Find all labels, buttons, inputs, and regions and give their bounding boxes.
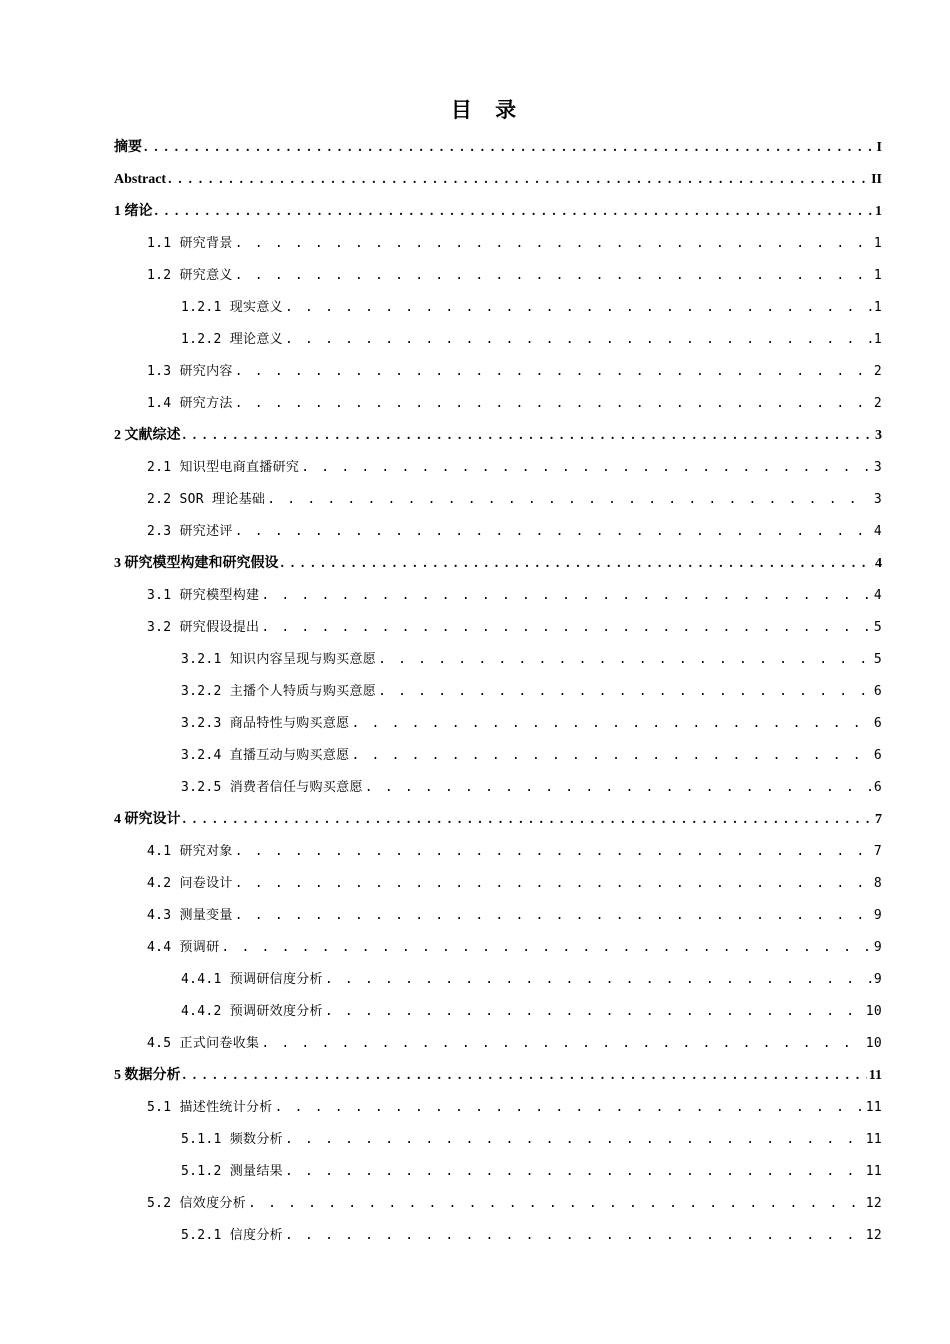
toc-dot-leader (235, 524, 872, 540)
toc-dot-leader (235, 876, 872, 892)
toc-entry[interactable] (147, 252, 882, 284)
toc-page-number: II (871, 172, 882, 187)
toc-dot-leader (235, 268, 872, 284)
toc-entry[interactable] (114, 1052, 882, 1084)
toc-dot-leader (155, 204, 874, 220)
toc-page-number: 9 (873, 940, 882, 955)
toc-dot-leader (168, 172, 869, 188)
toc-dot-leader (183, 1068, 867, 1084)
toc-entry-label: 1.1 研究背景 (147, 236, 233, 251)
toc-entry-label: 5.1 描述性统计分析 (147, 1100, 273, 1115)
toc-dot-leader (351, 716, 871, 732)
toc-entry[interactable] (147, 1180, 882, 1212)
toc-entry-label: 1.2 研究意义 (147, 268, 233, 283)
toc-entry-label: 3.2.3 商品特性与购买意愿 (181, 716, 350, 731)
toc-entry-label: 5.2.1 信度分析 (181, 1228, 283, 1243)
toc-entry-label: 1 绪论 (114, 204, 153, 219)
toc-dot-leader (235, 844, 872, 860)
toc-page-number: 8 (873, 876, 882, 891)
toc-entry-label: 4 研究设计 (114, 812, 181, 827)
toc-dot-leader (325, 1004, 864, 1020)
toc-entry-label: 5.2 信效度分析 (147, 1196, 247, 1211)
toc-page-number: 10 (865, 1036, 882, 1051)
toc-entry-label: 2.1 知识型电商直播研究 (147, 460, 300, 475)
toc-entry[interactable] (147, 924, 882, 956)
toc-entry-label: 5 数据分析 (114, 1068, 181, 1083)
toc-entry[interactable] (147, 1084, 882, 1116)
toc-page-number: 2 (873, 364, 882, 379)
toc-dot-leader (378, 652, 872, 668)
toc-entry[interactable] (181, 988, 882, 1020)
toc-entry[interactable] (181, 956, 882, 988)
toc-entry-label: 3.1 研究模型构建 (147, 588, 260, 603)
toc-entry-label: 摘要 (114, 140, 142, 155)
toc-page-number: 9 (873, 972, 882, 987)
toc-dot-leader (221, 940, 871, 956)
toc-page-number: I (876, 140, 882, 155)
toc-page-number: 11 (865, 1132, 882, 1147)
toc-page-number: 9 (873, 908, 882, 923)
page-title: 目 录 (450, 98, 525, 122)
toc-dot-leader (183, 812, 874, 828)
toc-page-number: 3 (873, 460, 882, 475)
toc-entry[interactable] (147, 892, 882, 924)
toc-page-number: 7 (873, 844, 882, 859)
toc-page-number: 3 (873, 492, 882, 507)
toc-entry-label: 4.4.2 预调研效度分析 (181, 1004, 323, 1019)
toc-entry[interactable] (181, 1212, 882, 1244)
toc-entry[interactable] (147, 572, 882, 604)
toc-dot-leader (325, 972, 872, 988)
toc-page-number: 6 (873, 684, 882, 699)
toc-page-number: 6 (873, 716, 882, 731)
toc-entry[interactable] (114, 188, 882, 220)
toc-page-number: 5 (873, 620, 882, 635)
toc-dot-leader (261, 1036, 863, 1052)
toc-entry[interactable] (147, 604, 882, 636)
toc-dot-leader (285, 1132, 864, 1148)
toc-page-number: 7 (875, 812, 882, 827)
toc-entry[interactable] (114, 412, 882, 444)
toc-dot-leader (267, 492, 872, 508)
toc-entry[interactable] (114, 540, 882, 572)
toc-page-number: 1 (873, 236, 882, 251)
toc-entry-label: 3.2 研究假设提出 (147, 620, 260, 635)
toc-entry[interactable] (147, 220, 882, 252)
toc-entry-label: 1.3 研究内容 (147, 364, 233, 379)
toc-entry-label: 4.3 测量变量 (147, 908, 233, 923)
toc-dot-leader (285, 300, 872, 316)
toc-dot-leader (351, 748, 871, 764)
toc-dot-leader (285, 332, 872, 348)
toc-entry[interactable] (181, 1148, 882, 1180)
toc-entry[interactable] (181, 316, 882, 348)
toc-page-number: 2 (873, 396, 882, 411)
toc-dot-leader (261, 588, 872, 604)
toc-page-number: 4 (873, 524, 882, 539)
toc-page-number: 4 (873, 588, 882, 603)
toc-entry-label: 1.2.2 理论意义 (181, 332, 283, 347)
toc-entry-label: 3 研究模型构建和研究假设 (114, 556, 279, 571)
toc-page-number: 1 (873, 300, 882, 315)
toc-dot-leader (183, 428, 874, 444)
toc-entry[interactable] (114, 156, 882, 188)
toc-entry-label: 2 文献综述 (114, 428, 181, 443)
toc-entry-label: 5.1.2 测量结果 (181, 1164, 283, 1179)
toc-entry[interactable] (114, 124, 882, 156)
toc-dot-leader (235, 396, 872, 412)
toc-dot-leader (365, 780, 872, 796)
toc-page-number: 1 (873, 332, 882, 347)
toc-dot-leader (144, 140, 875, 156)
toc-entry[interactable] (147, 1020, 882, 1052)
toc-dot-leader (235, 908, 872, 924)
toc-page-number: 11 (865, 1100, 882, 1115)
toc-dot-leader (281, 556, 874, 572)
toc-entry[interactable] (181, 764, 882, 796)
toc-page-number: 11 (868, 1068, 882, 1083)
toc-entry[interactable] (181, 732, 882, 764)
toc-entry[interactable] (181, 668, 882, 700)
toc-dot-leader (285, 1164, 864, 1180)
toc-dot-leader (275, 1100, 864, 1116)
toc-dot-leader (378, 684, 872, 700)
toc-page-number: 1 (873, 268, 882, 283)
toc-entry[interactable] (147, 380, 882, 412)
toc-entry-label: 4.5 正式问卷收集 (147, 1036, 260, 1051)
toc-entry-label: 3.2.1 知识内容呈现与购买意愿 (181, 652, 377, 667)
toc-entry[interactable] (147, 508, 882, 540)
toc-dot-leader (248, 1196, 864, 1212)
toc-entry-label: 4.4.1 预调研信度分析 (181, 972, 323, 987)
toc-dot-leader (285, 1228, 864, 1244)
toc-entry-label: 4.1 研究对象 (147, 844, 233, 859)
toc-entry-label: 1.4 研究方法 (147, 396, 233, 411)
toc-entry[interactable] (114, 796, 882, 828)
toc-entry-label: 2.3 研究述评 (147, 524, 233, 539)
toc-dot-leader (235, 364, 872, 380)
toc-dot-leader (301, 460, 872, 476)
toc-entry[interactable] (147, 828, 882, 860)
toc-page-number: 10 (865, 1004, 882, 1019)
toc-entry-label: 2.2 SOR 理论基础 (147, 492, 266, 507)
toc-page-number: 12 (865, 1228, 882, 1243)
toc-dot-leader (261, 620, 872, 636)
toc-entry[interactable] (181, 700, 882, 732)
toc-entry-label: 3.2.4 直播互动与购买意愿 (181, 748, 350, 763)
toc-entry-label: Abstract (114, 172, 167, 187)
toc-page-number: 3 (875, 428, 882, 443)
toc-dot-leader (235, 236, 872, 252)
toc-entry[interactable] (147, 444, 882, 476)
toc-page-number: 12 (865, 1196, 882, 1211)
toc-entry[interactable] (181, 1116, 882, 1148)
toc-page-number: 6 (873, 780, 882, 795)
toc-entry[interactable] (181, 636, 882, 668)
toc-entry[interactable] (147, 476, 882, 508)
toc-page-number: 11 (865, 1164, 882, 1179)
toc-page-number: 5 (873, 652, 882, 667)
toc-entry-label: 1.2.1 现实意义 (181, 300, 283, 315)
toc-entry-label: 4.4 预调研 (147, 940, 220, 955)
toc-entry-label: 3.2.2 主播个人特质与购买意愿 (181, 684, 377, 699)
toc-entry-label: 4.2 问卷设计 (147, 876, 233, 891)
toc-page-number: 6 (873, 748, 882, 763)
toc-page-number: 4 (875, 556, 882, 571)
toc-entry[interactable] (181, 284, 882, 316)
toc-page-number: 1 (875, 204, 882, 219)
toc-entry-label: 3.2.5 消费者信任与购买意愿 (181, 780, 363, 795)
toc-entry[interactable] (147, 860, 882, 892)
toc-entry[interactable] (147, 348, 882, 380)
toc-entry-label: 5.1.1 频数分析 (181, 1132, 283, 1147)
